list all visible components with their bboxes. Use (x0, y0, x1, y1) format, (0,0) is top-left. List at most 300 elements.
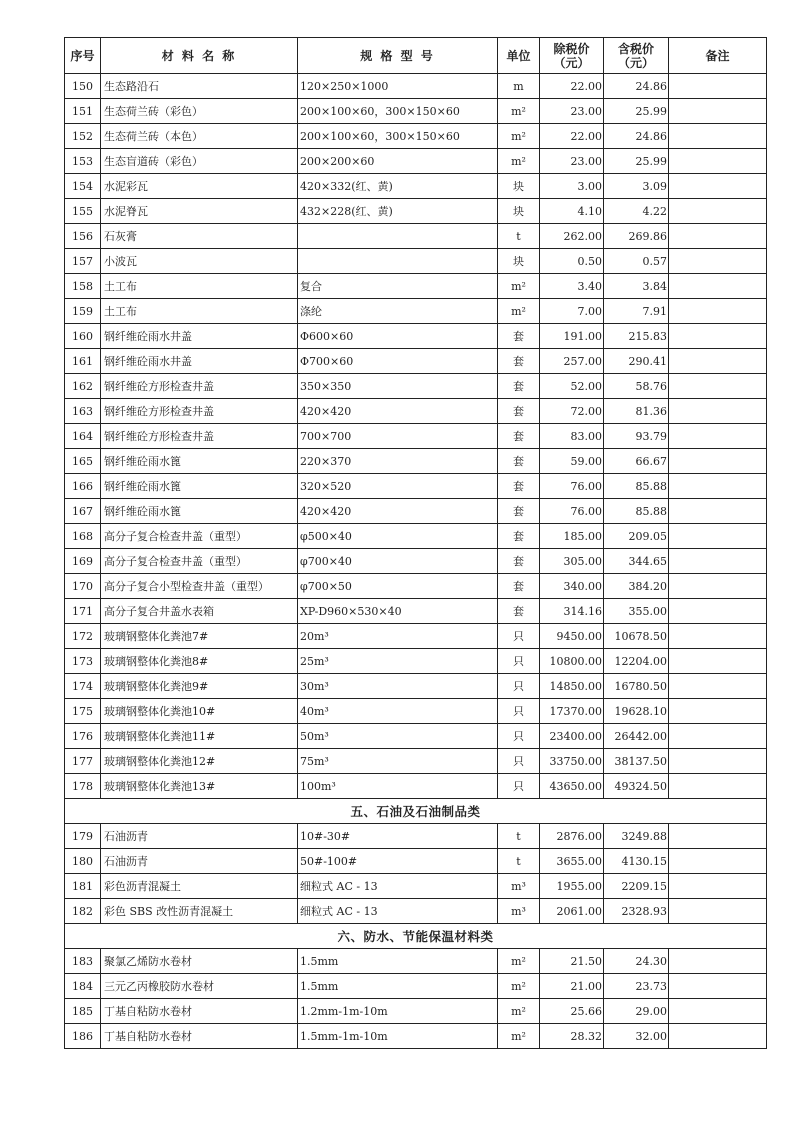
cell-name: 高分子复合检查井盖（重型） (101, 549, 298, 574)
table-header-row (65, 38, 767, 74)
cell-spec: 30m³ (298, 674, 498, 699)
cell-no: 182 (65, 899, 101, 924)
section-row (65, 924, 767, 949)
cell-unit: t (498, 824, 540, 849)
cell-remark (669, 174, 767, 199)
cell-remark (669, 299, 767, 324)
cell-price-inc-tax: 38137.50 (604, 749, 669, 774)
cell-spec: 350×350 (298, 374, 498, 399)
cell-remark (669, 224, 767, 249)
table-row (65, 824, 767, 849)
cell-spec: 432×228(红、黄) (298, 199, 498, 224)
table-row (65, 149, 767, 174)
table-body (65, 74, 767, 1049)
cell-no: 167 (65, 499, 101, 524)
table-row (65, 874, 767, 899)
cell-unit: 套 (498, 599, 540, 624)
cell-no: 151 (65, 99, 101, 124)
cell-name: 水泥脊瓦 (101, 199, 298, 224)
cell-price-ex-tax: 21.50 (540, 949, 604, 974)
cell-no: 154 (65, 174, 101, 199)
cell-price-ex-tax: 83.00 (540, 424, 604, 449)
cell-spec: 50#-100# (298, 849, 498, 874)
cell-spec: 220×370 (298, 449, 498, 474)
cell-name: 生态荷兰砖（彩色） (101, 99, 298, 124)
cell-price-inc-tax: 3249.88 (604, 824, 669, 849)
cell-name: 丁基自粘防水卷材 (101, 1024, 298, 1049)
cell-spec: 涤纶 (298, 299, 498, 324)
cell-price-inc-tax: 85.88 (604, 499, 669, 524)
table-row (65, 699, 767, 724)
table-row (65, 524, 767, 549)
table-row (65, 74, 767, 99)
cell-name: 生态盲道砖（彩色） (101, 149, 298, 174)
cell-unit: 套 (498, 424, 540, 449)
cell-price-inc-tax: 2328.93 (604, 899, 669, 924)
cell-no: 179 (65, 824, 101, 849)
cell-name: 钢纤维砼雨水井盖 (101, 324, 298, 349)
cell-price-ex-tax: 17370.00 (540, 699, 604, 724)
header-spec: 规 格 型 号 (298, 38, 498, 74)
cell-price-inc-tax: 81.36 (604, 399, 669, 424)
cell-price-inc-tax: 2209.15 (604, 874, 669, 899)
cell-remark (669, 474, 767, 499)
cell-price-ex-tax: 52.00 (540, 374, 604, 399)
cell-remark (669, 374, 767, 399)
cell-price-inc-tax: 23.73 (604, 974, 669, 999)
cell-spec: 100m³ (298, 774, 498, 799)
cell-price-ex-tax: 21.00 (540, 974, 604, 999)
cell-price-ex-tax: 340.00 (540, 574, 604, 599)
table-row (65, 224, 767, 249)
cell-remark (669, 549, 767, 574)
cell-spec: 200×100×60，300×150×60 (298, 124, 498, 149)
cell-no: 159 (65, 299, 101, 324)
cell-spec: 1.5mm-1m-10m (298, 1024, 498, 1049)
cell-price-inc-tax: 209.05 (604, 524, 669, 549)
cell-unit: m² (498, 1024, 540, 1049)
cell-price-ex-tax: 305.00 (540, 549, 604, 574)
cell-no: 171 (65, 599, 101, 624)
cell-unit: t (498, 849, 540, 874)
cell-price-ex-tax: 2876.00 (540, 824, 604, 849)
cell-remark (669, 249, 767, 274)
cell-no: 153 (65, 149, 101, 174)
section-title: 六、防水、节能保温材料类 (65, 924, 767, 949)
cell-price-inc-tax: 269.86 (604, 224, 669, 249)
cell-price-inc-tax: 0.57 (604, 249, 669, 274)
cell-name: 钢纤维砼方形检查井盖 (101, 374, 298, 399)
table-row (65, 349, 767, 374)
cell-unit: m² (498, 949, 540, 974)
cell-spec (298, 249, 498, 274)
cell-remark (669, 674, 767, 699)
cell-name: 钢纤维砼雨水篦 (101, 474, 298, 499)
cell-price-ex-tax: 3655.00 (540, 849, 604, 874)
cell-remark (669, 749, 767, 774)
cell-unit: 套 (498, 324, 540, 349)
cell-spec: Φ600×60 (298, 324, 498, 349)
header-price-ex-tax (540, 38, 604, 74)
cell-name: 土工布 (101, 299, 298, 324)
cell-name: 玻璃钢整体化粪池11# (101, 724, 298, 749)
cell-spec: 50m³ (298, 724, 498, 749)
cell-unit: 套 (498, 449, 540, 474)
cell-price-inc-tax: 4.22 (604, 199, 669, 224)
cell-remark (669, 449, 767, 474)
cell-remark (669, 724, 767, 749)
cell-spec: 细粒式 AC - 13 (298, 874, 498, 899)
table-row (65, 449, 767, 474)
table-row (65, 299, 767, 324)
cell-no: 169 (65, 549, 101, 574)
cell-spec: 75m³ (298, 749, 498, 774)
cell-price-inc-tax: 25.99 (604, 149, 669, 174)
table-row (65, 999, 767, 1024)
cell-no: 161 (65, 349, 101, 374)
cell-price-inc-tax: 215.83 (604, 324, 669, 349)
cell-name: 高分子复合井盖水表箱 (101, 599, 298, 624)
cell-price-ex-tax: 28.32 (540, 1024, 604, 1049)
table-row (65, 474, 767, 499)
cell-name: 水泥彩瓦 (101, 174, 298, 199)
cell-remark (669, 624, 767, 649)
cell-spec: 1.2mm-1m-10m (298, 999, 498, 1024)
header-price-inc-tax (604, 38, 669, 74)
cell-spec: 25m³ (298, 649, 498, 674)
cell-price-ex-tax: 76.00 (540, 474, 604, 499)
table-row (65, 374, 767, 399)
table-row (65, 724, 767, 749)
cell-spec: Φ700×60 (298, 349, 498, 374)
cell-no: 152 (65, 124, 101, 149)
cell-remark (669, 349, 767, 374)
cell-price-ex-tax: 22.00 (540, 74, 604, 99)
header-price-ex-tax-label: 除税价 (553, 41, 590, 56)
cell-no: 175 (65, 699, 101, 724)
cell-unit: 只 (498, 724, 540, 749)
cell-name: 玻璃钢整体化粪池8# (101, 649, 298, 674)
cell-price-ex-tax: 59.00 (540, 449, 604, 474)
cell-price-inc-tax: 58.76 (604, 374, 669, 399)
cell-price-ex-tax: 262.00 (540, 224, 604, 249)
cell-name: 三元乙丙橡胶防水卷材 (101, 974, 298, 999)
cell-spec: 复合 (298, 274, 498, 299)
cell-unit: m² (498, 99, 540, 124)
cell-spec: XP-D960×530×40 (298, 599, 498, 624)
cell-remark (669, 424, 767, 449)
cell-name: 玻璃钢整体化粪池10# (101, 699, 298, 724)
cell-spec: 420×332(红、黄) (298, 174, 498, 199)
cell-no: 183 (65, 949, 101, 974)
table-row (65, 599, 767, 624)
cell-unit: 块 (498, 174, 540, 199)
cell-no: 173 (65, 649, 101, 674)
cell-price-ex-tax: 14850.00 (540, 674, 604, 699)
cell-price-inc-tax: 7.91 (604, 299, 669, 324)
cell-name: 聚氯乙烯防水卷材 (101, 949, 298, 974)
cell-no: 160 (65, 324, 101, 349)
cell-spec: 320×520 (298, 474, 498, 499)
cell-price-ex-tax: 314.16 (540, 599, 604, 624)
cell-name: 钢纤维砼雨水井盖 (101, 349, 298, 374)
price-table (64, 37, 767, 1049)
cell-unit: 套 (498, 399, 540, 424)
table-row (65, 774, 767, 799)
cell-name: 土工布 (101, 274, 298, 299)
cell-remark (669, 599, 767, 624)
cell-price-inc-tax: 24.86 (604, 124, 669, 149)
cell-remark (669, 74, 767, 99)
cell-name: 彩色 SBS 改性沥青混凝土 (101, 899, 298, 924)
cell-remark (669, 824, 767, 849)
cell-remark (669, 574, 767, 599)
header-price-inc-tax-unit: （元） (617, 55, 654, 70)
cell-price-ex-tax: 76.00 (540, 499, 604, 524)
cell-remark (669, 124, 767, 149)
cell-no: 150 (65, 74, 101, 99)
cell-remark (669, 999, 767, 1024)
cell-remark (669, 874, 767, 899)
cell-unit: 只 (498, 774, 540, 799)
cell-unit: t (498, 224, 540, 249)
cell-remark (669, 399, 767, 424)
cell-name: 石灰膏 (101, 224, 298, 249)
cell-unit: 块 (498, 249, 540, 274)
cell-name: 玻璃钢整体化粪池12# (101, 749, 298, 774)
cell-price-inc-tax: 384.20 (604, 574, 669, 599)
cell-remark (669, 1024, 767, 1049)
cell-no: 185 (65, 999, 101, 1024)
cell-price-ex-tax: 23.00 (540, 99, 604, 124)
cell-no: 164 (65, 424, 101, 449)
cell-price-inc-tax: 10678.50 (604, 624, 669, 649)
cell-price-inc-tax: 4130.15 (604, 849, 669, 874)
cell-name: 高分子复合小型检查井盖（重型） (101, 574, 298, 599)
cell-unit: 只 (498, 699, 540, 724)
cell-spec: φ700×40 (298, 549, 498, 574)
cell-remark (669, 949, 767, 974)
section-title: 五、石油及石油制品类 (65, 799, 767, 824)
cell-unit: 套 (498, 574, 540, 599)
cell-no: 163 (65, 399, 101, 424)
cell-unit: 只 (498, 749, 540, 774)
cell-unit: m² (498, 999, 540, 1024)
cell-no: 174 (65, 674, 101, 699)
table-row (65, 199, 767, 224)
cell-price-ex-tax: 25.66 (540, 999, 604, 1024)
cell-remark (669, 974, 767, 999)
cell-price-inc-tax: 66.67 (604, 449, 669, 474)
cell-price-inc-tax: 344.65 (604, 549, 669, 574)
cell-no: 166 (65, 474, 101, 499)
cell-price-ex-tax: 22.00 (540, 124, 604, 149)
table-row (65, 274, 767, 299)
cell-spec: 700×700 (298, 424, 498, 449)
cell-name: 石油沥青 (101, 824, 298, 849)
table-row (65, 749, 767, 774)
table-row (65, 424, 767, 449)
cell-price-ex-tax: 2061.00 (540, 899, 604, 924)
table-row (65, 324, 767, 349)
cell-spec: 420×420 (298, 399, 498, 424)
cell-remark (669, 199, 767, 224)
table-row (65, 849, 767, 874)
cell-spec: 1.5mm (298, 974, 498, 999)
cell-no: 180 (65, 849, 101, 874)
cell-price-ex-tax: 1955.00 (540, 874, 604, 899)
cell-price-ex-tax: 72.00 (540, 399, 604, 424)
cell-remark (669, 849, 767, 874)
cell-price-ex-tax: 23.00 (540, 149, 604, 174)
cell-name: 钢纤维砼方形检查井盖 (101, 399, 298, 424)
cell-spec: 10#-30# (298, 824, 498, 849)
table-row (65, 1024, 767, 1049)
cell-spec: 200×100×60，300×150×60 (298, 99, 498, 124)
cell-price-ex-tax: 9450.00 (540, 624, 604, 649)
cell-unit: 套 (498, 499, 540, 524)
cell-spec: φ500×40 (298, 524, 498, 549)
cell-spec: φ700×50 (298, 574, 498, 599)
cell-name: 玻璃钢整体化粪池13# (101, 774, 298, 799)
cell-price-ex-tax: 191.00 (540, 324, 604, 349)
cell-remark (669, 274, 767, 299)
cell-no: 178 (65, 774, 101, 799)
cell-unit: 套 (498, 474, 540, 499)
table-row (65, 949, 767, 974)
table-row (65, 624, 767, 649)
cell-no: 176 (65, 724, 101, 749)
section-row (65, 799, 767, 824)
cell-price-inc-tax: 26442.00 (604, 724, 669, 749)
cell-unit: 只 (498, 649, 540, 674)
cell-price-inc-tax: 25.99 (604, 99, 669, 124)
table-row (65, 974, 767, 999)
cell-remark (669, 149, 767, 174)
cell-price-inc-tax: 49324.50 (604, 774, 669, 799)
cell-price-ex-tax: 3.00 (540, 174, 604, 199)
cell-name: 玻璃钢整体化粪池7# (101, 624, 298, 649)
cell-name: 彩色沥青混凝土 (101, 874, 298, 899)
cell-no: 165 (65, 449, 101, 474)
cell-remark (669, 899, 767, 924)
cell-no: 170 (65, 574, 101, 599)
cell-price-inc-tax: 290.41 (604, 349, 669, 374)
cell-spec: 200×200×60 (298, 149, 498, 174)
cell-no: 158 (65, 274, 101, 299)
cell-price-ex-tax: 23400.00 (540, 724, 604, 749)
cell-name: 钢纤维砼雨水篦 (101, 499, 298, 524)
table-row (65, 249, 767, 274)
cell-unit: m² (498, 274, 540, 299)
cell-remark (669, 649, 767, 674)
table-row (65, 674, 767, 699)
cell-name: 生态路沿石 (101, 74, 298, 99)
cell-unit: m² (498, 299, 540, 324)
cell-unit: m³ (498, 874, 540, 899)
cell-name: 小波瓦 (101, 249, 298, 274)
cell-unit: 只 (498, 674, 540, 699)
table-row (65, 99, 767, 124)
cell-name: 高分子复合检查井盖（重型） (101, 524, 298, 549)
cell-price-inc-tax: 16780.50 (604, 674, 669, 699)
cell-unit: 块 (498, 199, 540, 224)
cell-price-ex-tax: 33750.00 (540, 749, 604, 774)
cell-price-ex-tax: 185.00 (540, 524, 604, 549)
cell-name: 石油沥青 (101, 849, 298, 874)
cell-price-ex-tax: 257.00 (540, 349, 604, 374)
cell-spec: 20m³ (298, 624, 498, 649)
cell-name: 生态荷兰砖（本色） (101, 124, 298, 149)
cell-unit: 套 (498, 549, 540, 574)
cell-price-inc-tax: 32.00 (604, 1024, 669, 1049)
cell-no: 181 (65, 874, 101, 899)
cell-no: 177 (65, 749, 101, 774)
cell-name: 钢纤维砼雨水篦 (101, 449, 298, 474)
cell-remark (669, 524, 767, 549)
cell-spec: 1.5mm (298, 949, 498, 974)
cell-spec (298, 224, 498, 249)
cell-remark (669, 699, 767, 724)
cell-no: 184 (65, 974, 101, 999)
header-price-ex-tax-unit: （元） (553, 55, 590, 70)
cell-price-inc-tax: 3.09 (604, 174, 669, 199)
header-name: 材 料 名 称 (101, 38, 298, 74)
table-row (65, 549, 767, 574)
header-price-inc-tax-label: 含税价 (617, 41, 654, 56)
cell-price-ex-tax: 10800.00 (540, 649, 604, 674)
cell-price-ex-tax: 4.10 (540, 199, 604, 224)
cell-remark (669, 499, 767, 524)
cell-spec: 120×250×1000 (298, 74, 498, 99)
table-row (65, 499, 767, 524)
cell-unit: m² (498, 974, 540, 999)
cell-name: 玻璃钢整体化粪池9# (101, 674, 298, 699)
cell-price-ex-tax: 43650.00 (540, 774, 604, 799)
table-row (65, 899, 767, 924)
cell-unit: 套 (498, 374, 540, 399)
cell-price-inc-tax: 24.30 (604, 949, 669, 974)
cell-unit: m (498, 74, 540, 99)
cell-no: 168 (65, 524, 101, 549)
cell-no: 186 (65, 1024, 101, 1049)
cell-remark (669, 99, 767, 124)
cell-price-inc-tax: 19628.10 (604, 699, 669, 724)
cell-spec: 40m³ (298, 699, 498, 724)
cell-remark (669, 324, 767, 349)
cell-price-ex-tax: 3.40 (540, 274, 604, 299)
table-row (65, 124, 767, 149)
table-row (65, 399, 767, 424)
cell-unit: m² (498, 124, 540, 149)
table-row (65, 174, 767, 199)
table-row (65, 574, 767, 599)
cell-unit: 套 (498, 349, 540, 374)
cell-no: 157 (65, 249, 101, 274)
cell-price-ex-tax: 7.00 (540, 299, 604, 324)
table-row (65, 649, 767, 674)
cell-remark (669, 774, 767, 799)
cell-no: 155 (65, 199, 101, 224)
cell-price-inc-tax: 93.79 (604, 424, 669, 449)
cell-no: 156 (65, 224, 101, 249)
cell-price-ex-tax: 0.50 (540, 249, 604, 274)
cell-name: 钢纤维砼方形检查井盖 (101, 424, 298, 449)
header-remark: 备注 (669, 38, 767, 74)
cell-price-inc-tax: 85.88 (604, 474, 669, 499)
cell-price-inc-tax: 12204.00 (604, 649, 669, 674)
cell-spec: 420×420 (298, 499, 498, 524)
